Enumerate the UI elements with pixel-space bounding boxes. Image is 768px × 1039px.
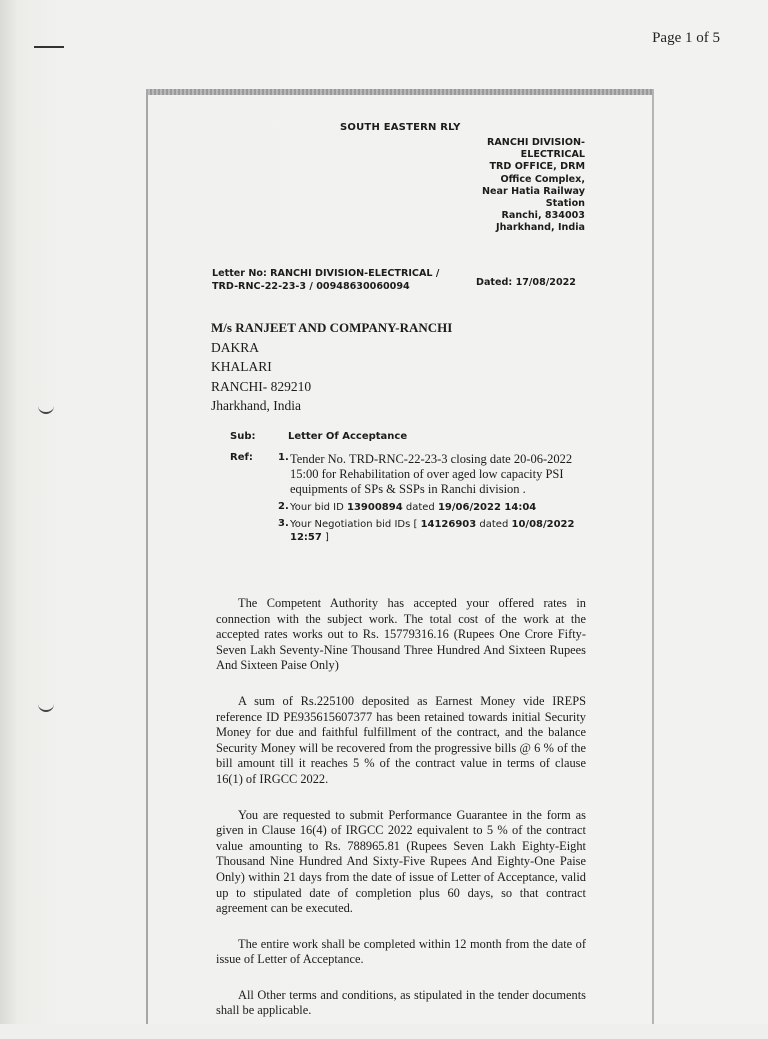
margin-mark <box>34 46 64 48</box>
document-frame-top <box>146 89 654 95</box>
reference-item: 2. Your bid ID 13900894 dated 19/06/2022 14:04 <box>278 501 578 514</box>
address-line: Office Complex, <box>500 173 585 185</box>
recipient-block <box>211 318 452 416</box>
recipient-line: KHALARI <box>211 359 272 375</box>
recipient-name: M/s RANJEET AND COMPANY-RANCHI <box>211 320 453 335</box>
railway-name: SOUTH EASTERN RLY <box>340 122 461 133</box>
reference-item: 1. Tender No. TRD-RNC-22-23-3 closing date 20-06-2022 15:00 for Rehabilitation of over aged low capacity PSI equipments of SPs & SSPs in Ranchi division . <box>278 452 578 497</box>
address-line: Near Hatia Railway <box>481 185 585 197</box>
address-line: Ranchi, 834003 <box>501 210 585 222</box>
reference-label: Ref: <box>230 452 253 463</box>
reference-list <box>278 452 578 548</box>
body-paragraph: The Competent Authority has accepted your offered rates in connection with the subject work. The total cost of the work at the accepted rates works out to Rs. 15779316.16 (Rupees One Crore Fifty-Seven Lakh Seventy-Nine Thousand Three Hundred And Sixteen Rupees And Sixteen Paise Only) <box>216 596 586 673</box>
document-frame-right <box>652 89 654 1024</box>
subject-label: Sub: <box>230 431 256 442</box>
reference-item: 3. Your Negotiation bid IDs [ 14126903 dated 10/08/2022 12:57 ] <box>278 518 578 544</box>
body-paragraph: The entire work shall be completed within 12 month from the date of issue of Letter of Acceptance. <box>216 936 586 967</box>
body-paragraph: A sum of Rs.225100 deposited as Earnest Money vide IREPS reference ID PE935615607377 has been retained towards initial Security Money for due and faithful fulfillment of the contract, and the balance Security Money will be recovered from the progressive bills @ 6 % of the bill amount till it reaches 5 % of the contract value in terms of clause 16(1) of IRGCC 2022. <box>216 693 586 786</box>
page-number: Page 1 of 5 <box>652 30 720 46</box>
reference-text: Your bid ID 13900894 dated 19/06/2022 14:04 <box>290 502 537 513</box>
reference-text: Tender No. TRD-RNC-22-23-3 closing date 20-06-2022 15:00 for Rehabilitation of over aged low capacity PSI equipments of SPs & SSPs in Ranchi division . <box>290 452 573 496</box>
address-line: TRD OFFICE, DRM <box>489 161 585 173</box>
subject-reference-block <box>230 431 590 543</box>
recipient-line: Jharkhand, India <box>211 398 301 414</box>
document-frame-left <box>146 89 148 1024</box>
address-line: ELECTRICAL <box>520 149 585 161</box>
recipient-line: DAKRA <box>211 339 260 355</box>
address-line: Jharkhand, India <box>496 222 585 234</box>
letter-body <box>216 596 586 1039</box>
recipient-line: RANCHI- 829210 <box>211 378 312 394</box>
subject-text: Letter Of Acceptance <box>288 431 408 442</box>
reference-text: Your Negotiation bid IDs [ 14126903 dated 10/08/2022 12:57 ] <box>290 519 575 543</box>
address-line: Station <box>545 198 585 210</box>
body-paragraph: All Other terms and conditions, as stipulated in the tender documents shall be applicable. <box>216 987 586 1018</box>
address-line: RANCHI DIVISION- <box>487 137 585 148</box>
office-address <box>445 137 585 235</box>
letter-date: Dated: 17/08/2022 <box>476 277 576 288</box>
letter-number: Letter No: RANCHI DIVISION-ELECTRICAL / TRD-RNC-22-23-3 / 00948630060094 <box>212 268 440 292</box>
body-paragraph: You are requested to submit Performance Guarantee in the form as given in Clause 16(4) of IRGCC 2022 equivalent to 5 % of the contract value amounting to Rs. 788965.81 (Rupees Seven Lakh Eighty-Eight Thousand Nine Hundred And Sixty-Five Rupees And Eighty-One Paise Only) within 21 days from the date of issue of Letter of Acceptance, valid up to stipulated date of completion plus 60 days, so that contract agreement can be executed. <box>216 807 586 916</box>
